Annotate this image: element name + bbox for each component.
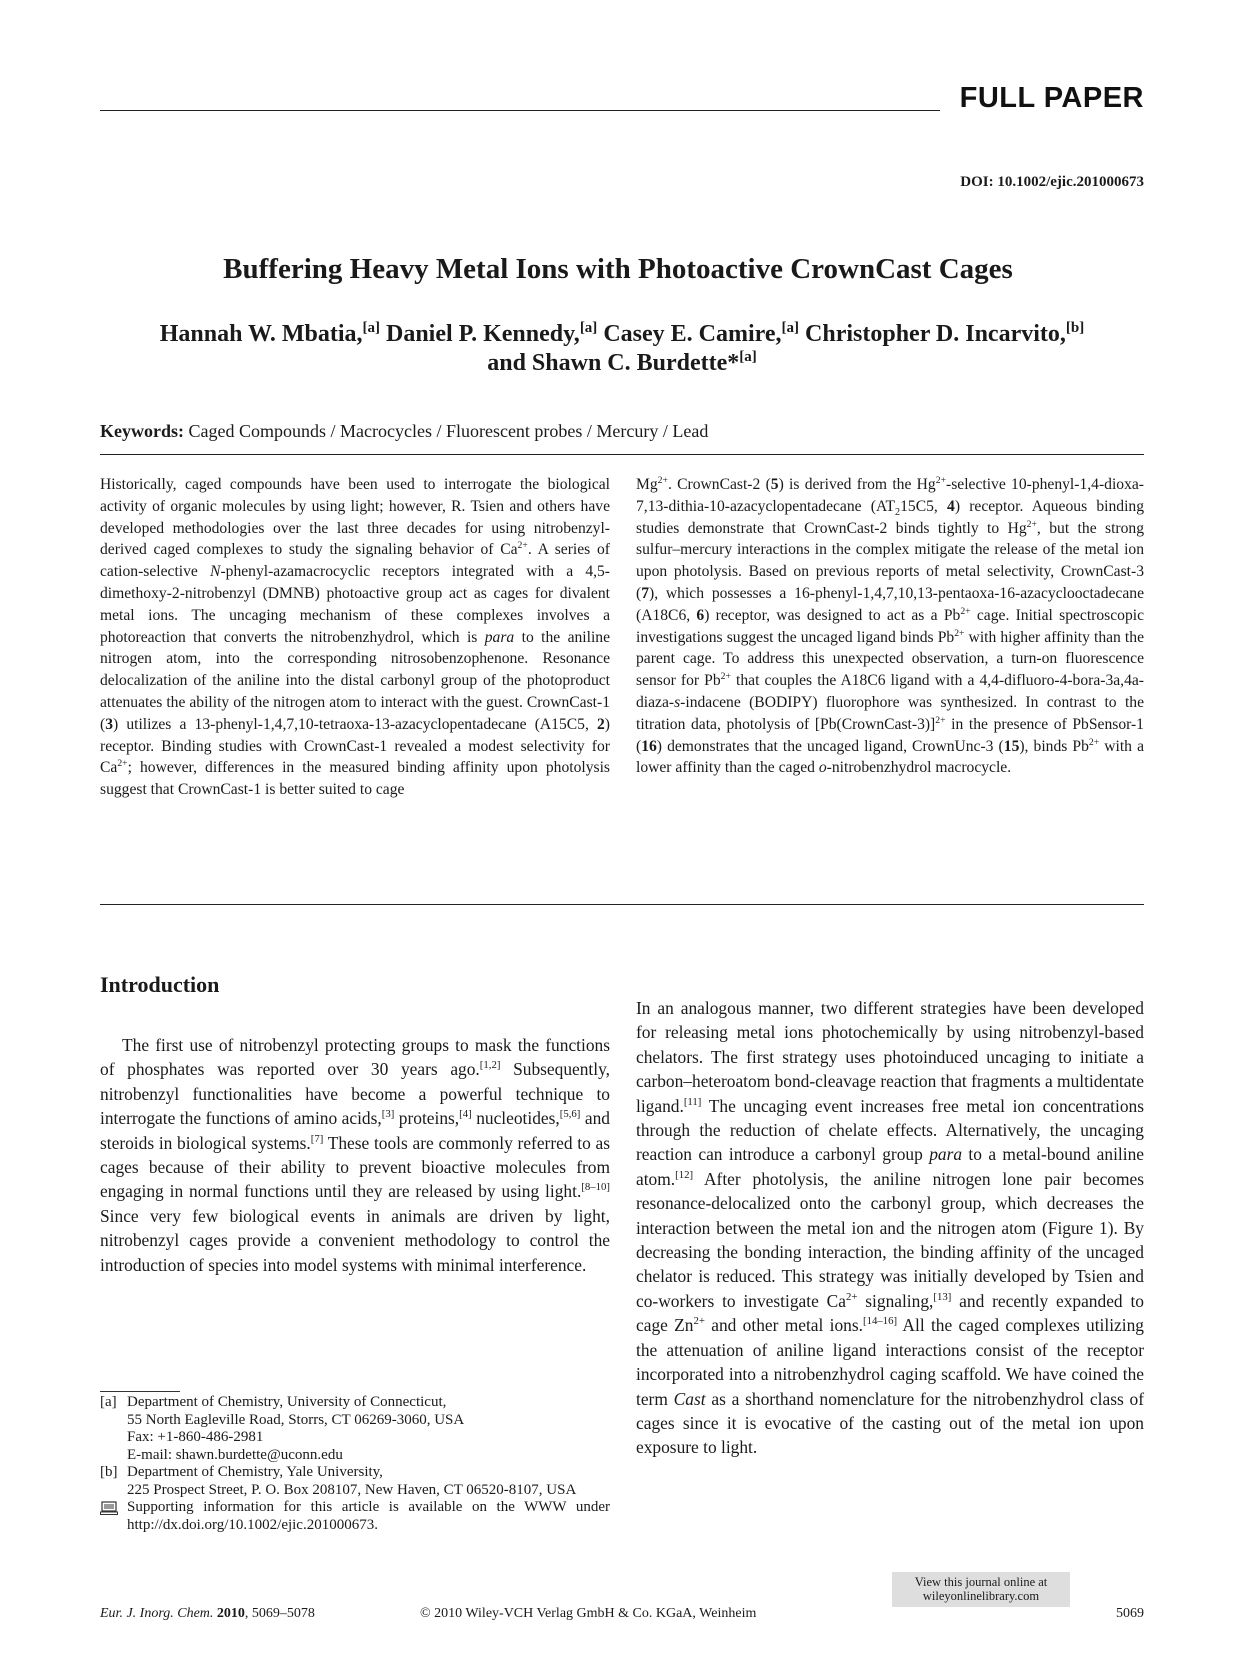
body-paragraph: The first use of nitrobenzyl protecting groups to mask the functions of phosphates was reported over 30 years ago.[1,2] Subsequently, nitrobenzyl functionalities have become a powerful technique to interrogate the functions of amino acids,[3] proteins,[4] nucleotides,[5,6] and steroids in biological systems.[7] These tools are commonly referred to as cages because of their ability to prevent bioactive molecules from engaging in normal functions until they are released by using light.[8–10] Since very few biological events in animals are driven by light, nitrobenzyl cages provide a convenient methodology to control the introduction of species into model systems with minimal interference.: [100, 1035, 611, 1275]
computer-icon: [100, 1499, 127, 1534]
citation[interactable]: [14–16]: [862, 1315, 898, 1328]
abstract-left-column: [100, 474, 610, 801]
doi[interactable]: DOI: 10.1002/ejic.201000673: [960, 174, 1144, 190]
keywords-text: Caged Compounds / Macrocycles / Fluorescent probes / Mercury / Lead: [188, 421, 709, 441]
author-name: and Shawn C. Burdette*: [487, 350, 740, 376]
citation[interactable]: [1,2]: [479, 1059, 501, 1072]
abstract-paragraph: Historically, caged compounds have been used to interrogate the biological activity of organic molecules by using light; however, R. Tsien and others have developed methodologies over the last three decades for using nitrobenzyl-derived caged complexes to study the signaling behavior of $Ca^{2+}$. A series of cation-selective N-phenyl-azamacrocyclic receptors integrated with a 4,5-dimethoxy-2-nitrobenzyl (DMNB) photoactive group act as cages for divalent metal ions. The uncaging mechanism of these complexes involves a photoreaction that converts the nitrobenzhydrol, which is para to the aniline nitrogen atom, into the corresponding nitrosobenzophenone. Resonance delocalization of the aniline into the distal carbonyl group of the photoproduct attenuates the ability of the nitrogen atom to interact with the guest. CrownCast-1 (3) utilizes a 13-phenyl-1,4,7,10-tetraoxa-13-azacyclopentadecane (A15C5, 2) receptor. Binding studies with CrownCast-1 revealed a modest selectivity for $Ca^{2+}$; however, differences in the measured binding affinity upon photolysis suggest that CrownCast-1 is better suited to cage: [100, 476, 611, 799]
citation[interactable]: [5,6]: [559, 1108, 581, 1121]
footnote-line: 55 North Eagleville Road, Storrs, CT 06269-3060, USA: [127, 1411, 465, 1428]
footnote-mark: [a]: [100, 1394, 117, 1410]
footnote-line: Department of Chemistry, University of Connecticut,: [127, 1394, 447, 1410]
author-affiliation: [b]: [1065, 320, 1085, 336]
abstract-right-column: [636, 474, 1144, 779]
author-affiliation: [a]: [739, 349, 757, 365]
introduction-right-column: [636, 996, 1144, 1460]
footer-citation: Eur. J. Inorg. Chem. 2010, 5069–5078: [100, 1606, 315, 1621]
footnote-rule: [100, 1391, 180, 1392]
citation[interactable]: [3]: [381, 1108, 395, 1121]
author-affiliation: [a]: [362, 320, 380, 336]
footnote-line: 225 Prospect Street, P. O. Box 208107, New Haven, CT 06520-8107, USA: [127, 1481, 577, 1498]
author-affiliation: [a]: [579, 320, 598, 336]
footnote-line: Department of Chemistry, Yale University,: [127, 1464, 383, 1480]
author-affiliation: [a]: [781, 320, 800, 336]
keywords-label: Keywords:: [100, 421, 184, 441]
citation[interactable]: [7]: [310, 1132, 324, 1145]
author-list: [100, 320, 1144, 378]
footnote-affiliation-a: [100, 1394, 610, 1464]
section-label: FULL PAPER: [959, 82, 1144, 114]
citation[interactable]: [4]: [459, 1108, 472, 1121]
header-rule: [100, 110, 940, 111]
footnote-affiliation-b: [100, 1464, 610, 1499]
page-number: 5069: [1116, 1606, 1144, 1621]
keywords: [100, 421, 708, 442]
author-name: Daniel P. Kennedy,: [385, 321, 580, 347]
citation[interactable]: [11]: [683, 1095, 702, 1108]
author-name: Hannah W. Mbatia,: [159, 321, 363, 347]
citation[interactable]: [8–10]: [581, 1181, 610, 1194]
footnotes: [100, 1394, 610, 1534]
abstract-paragraph: $Mg^{2+}$. CrownCast-2 (5) is derived from the $Hg^{2+}$-selective 10-phenyl-1,4-dioxa-7,13-dithia-10-azacyclopentadecane ($AT_215C5$, 4) receptor. Aqueous binding studies demonstrate that CrownCast-2 binds tightly to $Hg^{2+}$, but the strong sulfur–mercury interactions in the complex mitigate the release of the metal ion upon photolysis. Based on previous reports of metal selectivity, CrownCast-3 (7), which possesses a 16-phenyl-1,4,7,10,13-pentaoxa-16-azacyclooctadecane (A18C6, 6) receptor, was designed to act as a $Pb^{2+}$ cage. Initial spectroscopic investigations suggest the uncaged ligand binds $Pb^{2+}$ with higher affinity than the parent cage. To address this unexpected observation, a turn-on fluorescence sensor for $Pb^{2+}$ that couples the A18C6 ligand with a 4,4-difluoro-4-bora-3a,4a-diaza-s-indacene (BODIPY) fluorophore was synthesized. In contrast to the titration data, photolysis of [Pb(CrownCast-3)]$^{2+}$ in the presence of PbSensor-1 (16) demonstrates that the uncaged ligand, CrownUnc-3 (15), binds $Pb^{2+}$ with a lower affinity than the caged o-nitrobenzhydrol macrocycle.: [636, 474, 1145, 777]
supporting-info-text[interactable]: Supporting information for this article is available on the WWW under http://dx.doi.org/10.1002/ejic.201000673.: [127, 1499, 610, 1533]
footer-copyright: © 2010 Wiley-VCH Verlag GmbH & Co. KGaA, Weinheim: [420, 1606, 757, 1621]
body-paragraph: In an analogous manner, two different strategies have been developed for releasing metal ions photochemically by using nitrobenzyl-based chelators. The first strategy uses photoinduced uncaging to initiate a carbon–heteroatom bond-cleavage reaction that fragments a multidentate ligand.[11] The uncaging event increases free metal ion concentrations through the reduction of chelate effects. Alternatively, the uncaging reaction can introduce a carbonyl group para to a metal-bound aniline atom.[12] After photolysis, the aniline nitrogen lone pair becomes resonance-delocalized onto the carbonyl group, which decreases the interaction between the metal ion and the nitrogen atom (Figure 1). By decreasing the bonding interaction, the binding affinity of the uncaged chelator is reduced. This strategy was initially developed by Tsien and co-workers to investigate $Ca^{2+}$ signaling,[13] and recently expanded to cage $Zn^{2+}$ and other metal ions.[14–16] All the caged complexes utilizing the attenuation of aniline ligand interactions consist of the receptor incorporated into a nitrobenzhydrol caging scaffold. We have coined the term Cast as a shorthand nomenclature for the nitrobenzhydrol class of cages since it is evocative of the casting out of the metal ion upon exposure to light.: [636, 998, 1145, 1458]
abstract-bottom-rule: [100, 904, 1144, 905]
author-name: Casey E. Camire,: [603, 321, 782, 347]
introduction-left-column: [100, 1033, 610, 1277]
section-heading-introduction: Introduction: [100, 972, 220, 997]
footnote-mark: [b]: [100, 1464, 118, 1480]
author-name: Christopher D. Incarvito,: [805, 321, 1066, 347]
footnote-email[interactable]: E-mail: shawn.burdette@uconn.edu: [127, 1446, 343, 1463]
journal-online-badge[interactable]: View this journal online at wileyonlinelibrary.com: [892, 1572, 1070, 1607]
citation[interactable]: [12]: [675, 1169, 694, 1182]
footnote-line: Fax: +1-860-486-2981: [127, 1429, 264, 1445]
citation[interactable]: [13]: [933, 1291, 952, 1304]
paper-title: Buffering Heavy Metal Ions with Photoactive CrownCast Cages: [223, 253, 1013, 285]
footnote-supporting-info: [100, 1499, 610, 1534]
abstract-top-rule: [100, 454, 1144, 455]
